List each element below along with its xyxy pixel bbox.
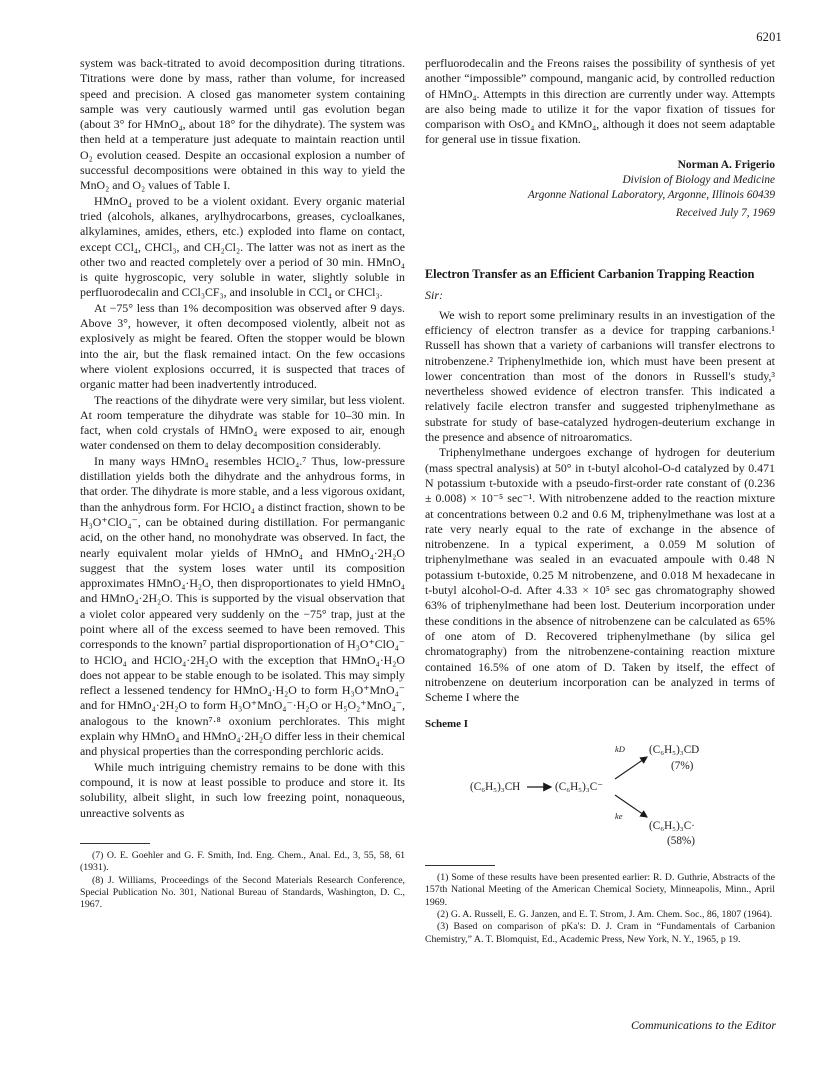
body-paragraph: perfluorodecalin and the Freons raises the possibility of synthesis of yet another “impossible” compound, manganic acid, by controlled reduction of HMnO₄. Attempts in this direction are currently under way. Attempts are also being made to utilize it for the vapor fixation of tissues for comparison with OsO₄ and KMnO₄, although it does not seem adaptable for general use in tissue fixation.	[425, 56, 775, 147]
left-footnotes	[80, 850, 405, 912]
scheme-upper-yield: (7%)	[671, 759, 694, 772]
right-footnotes	[425, 872, 775, 946]
affiliation-lab: Argonne National Laboratory, Argonne, Illinois 60439	[527, 188, 775, 201]
scheme-lower-yield: (58%)	[667, 834, 695, 847]
author-name: Norman A. Frigerio	[677, 158, 775, 171]
received-date: Received July 7, 1969	[675, 207, 775, 220]
affiliation-division: Division of Biology and Medicine	[622, 174, 775, 187]
scheme-lower-product: (C₆H₅)₃C·	[649, 819, 695, 832]
footnote-rule	[425, 865, 495, 866]
arrow-to-deuterated	[615, 757, 647, 779]
scheme-upper-product: (C₆H₅)₃CD	[649, 743, 700, 756]
scheme-upper-rate: kD	[615, 743, 625, 754]
scheme-lower-rate: ke	[615, 810, 623, 821]
footnote: (2) G. A. Russell, E. G. Janzen, and E. T. Strom, J. Am. Chem. Soc., 86, 1807 (1964).	[437, 908, 773, 920]
body-paragraph: We wish to report some preliminary results in an investigation of the efficiency of electron transfer as a device for trapping carbanions.¹ Russell has shown that a variety of carbanions will transfer electrons to nitrobenzene.² Triphenylmethide ion, which must have been present at lower concentration than most of the donors in Russell's study,³ nevertheless showed evidence of electron transfer. This indicated a relatively facile electron transfer and suggested triphenylmethane as substrate for study of base-catalyzed hydrogen-deuterium exchange in the presence and absence of nitroaromatics.	[425, 307, 775, 445]
footnote: (8) J. Williams, Proceedings of the Second Materials Research Conference, Special Publication No. 301, National Bureau of Standards, Washington, D. C., 1967.	[80, 874, 405, 911]
body-paragraph: system was back-titrated to avoid decomposition during titrations. Titrations were done by mass, rather than volume, for increased speed and precision. A closed gas manometer system containing sample was very cautiously warmed until gas evolution began (about 3° for HMnO₄, about 18° for the dihydrate). The system was then held at a temperature just adequate to maintain reaction until O₂ evolution ceased. Despite an occasional explosion a number of successful decompositions were obtained in this way to yield the MnO₂ and O₂ values of Table I.	[80, 56, 405, 193]
left-column	[80, 56, 405, 912]
scheme-reactant: (C₆H₅)₃CH	[470, 780, 521, 793]
body-paragraph: At −75° less than 1% decomposition was observed after 9 days. Above 3°, however, it often decomposed violently, albeit not as explosively as might be feared. Often the stopper would be blown into the air, but the flask remained intact. On the few occasions where violent explosions occurred, it is suspected that traces of organic matter had been inadvertently introduced.	[80, 300, 405, 392]
body-paragraph: HMnO₄ proved to be a violent oxidant. Every organic material tried (alcohols, alkanes, arylhydrocarbons, greases, cycloalkanes, alkylamines, amides, ethers, etc.) exploded into flame on contact, except CCl₄, CHCl₃, and CH₂Cl₂. The latter was not as inert as the other two and reacted completely over a period of 30 min. HMnO₄ is quite hygroscopic, very soluble in water, slightly soluble in perfluorodecalin and CCl₃CF₃, and insoluble in CCl₄ or CHCl₃.	[80, 193, 405, 300]
body-paragraph: In many ways HMnO₄ resembles HClO₄.⁷ Thus, low-pressure distillation yields both the dihydrate and the anhydrous forms, in that order. The dihydrate is more stable, and a less vigorous oxidant, than the anhydrous form. For HClO₄ a distinct fraction, shown to be H₃O⁺ClO₄⁻, can be obtained during distillation. For permanganic acid, on the other hand, no monohydrate was observed. In fact, the nearly equivalent molar yields of HMnO₄ and HMnO₄·2H₂O suggest that the system loses water until its composition approximates HMnO₄·H₂O, then disproportionates to yield HMnO₄ and HMnO₄·2H₂O. This is supported by the visual observation that a violet color appeared very suddenly on the −75° trap, just at the point where all of the excess seemed to have been removed. This corresponds to the known⁷ partial disproportionation of H₃O⁺ClO₄⁻ to HClO₄ and HClO₄·2H₂O with the exception that HMnO₄·H₂O does not appear to be stable enough to be isolated. This may simply reflect a lessened tendency for HMnO₄·H₂O to form H₃O⁺MnO₄⁻ and for HMnO₄·2H₂O to form H₃O⁺MnO₄⁻·H₂O or H₅O₂⁺MnO₄⁻, analogous to the known⁷·⁸ oxonium perchlorates. This might explain why HMnO₄ and HMnO₄·2H₂O differ less in their chemical and physical properties than the corresponding perchloric acids.	[80, 453, 405, 759]
footnote-rule	[80, 843, 150, 844]
salutation: Sir:	[425, 288, 443, 303]
scheme-label: Scheme I	[425, 718, 469, 731]
scheme-intermediate: (C₆H₅)₃C⁻	[555, 780, 604, 793]
body-paragraph: While much intriguing chemistry remains to be done with this compound, it is now at least possible to produce and store it. Its solubility, albeit slight, in such low freezing point, nonaqueous, unreactive solvents as	[80, 759, 405, 820]
footnote: (7) O. E. Goehler and G. F. Smith, Ind. Eng. Chem., Anal. Ed., 3, 55, 58, 61 (1931).	[80, 849, 405, 874]
article-title: Electron Transfer as an Efficient Carbanion Trapping Reaction	[425, 267, 755, 282]
scheme-arrows	[425, 737, 775, 857]
right-column	[425, 56, 775, 946]
page-number: 6201	[756, 30, 782, 44]
body-paragraph: The reactions of the dihydrate were very similar, but less violent. At room temperature the dihydrate was stable for 10–30 min. In fact, when cold crystals of HMnO₄ were exposed to air, enough water condensed on them to delay decomposition considerably.	[80, 392, 405, 453]
footnote: (3) Based on comparison of pKa's: D. J. Cram in “Fundamentals of Carbanion Chemistry,” A. T. Blomquist, Ed., Academic Press, New York, N. Y., 1965, p 19.	[425, 921, 775, 945]
reaction-scheme	[425, 737, 775, 857]
journal-section: Communications to the Editor	[631, 1018, 776, 1032]
footnote: (1) Some of these results have been presented earlier: R. D. Guthrie, Abstracts of the 157th National Meeting of the American Chemical Society, Minneapolis, Minn., April 1969.	[425, 871, 775, 908]
body-paragraph: Triphenylmethane undergoes exchange of hydrogen for deuterium (mass spectral analysis) at 50° in t-butyl alcohol-O-d catalyzed by 0.471 N potassium t-butoxide with a pseudo-first-order rate constant of (0.236 ± 0.008) × 10⁻⁵ sec⁻¹. With nitrobenzene added to the reaction mixture at concentrations between 0.2 and 0.6 M, triphenylmethane was lost at a rate very nearly equal to the rate of exchange in the absence of nitrobenzene. In a typical experiment, a 0.059 M solution of triphenylmethane was sealed in an evacuated ampoule with 0.48 N potassium t-butoxide, 0.25 M nitrobenzene, and 0.018 M hexadecane in t-butyl alcohol-O-d. After 4.33 × 10⁵ sec gas chromatography showed 63% of triphenylmethane had been lost. Deuterium incorporation under these conditions in the absence of nitrobenzene can be calculated as 65% of one atom of D. Recovered triphenylmethane (by silica gel chromatography) from the nitrobenzene-containing reaction mixture contained 16.5% of one atom of D. Taken by itself, the effect of nitrobenzene on deuterium incorporation can be analyzed in terms of Scheme I where the	[425, 445, 775, 705]
